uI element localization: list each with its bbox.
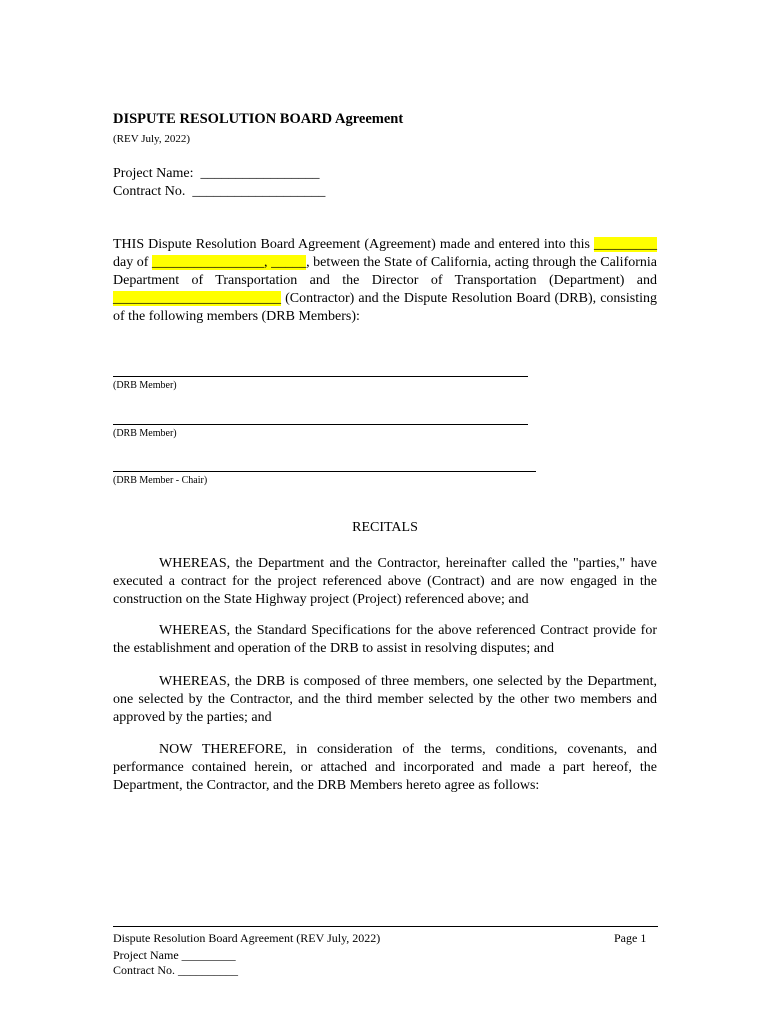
footer-divider — [113, 926, 658, 927]
intro-text-2: day of — [113, 255, 153, 270]
drb-chair-signature-line[interactable] — [113, 471, 536, 472]
document-title: DISPUTE RESOLUTION BOARD Agreement — [113, 111, 404, 127]
intro-text-4: (Contractor) and the Dispute Resolution Board (DRB), consisting of the following members (DRB Members): — [113, 291, 657, 324]
day-field[interactable]: _________ — [594, 237, 658, 252]
date-field[interactable]: ________________, _____ — [152, 255, 307, 270]
footer-project-name: Project Name _________ — [113, 948, 236, 962]
project-name-field[interactable]: _________________ — [200, 166, 320, 181]
recital-paragraph-4 — [113, 741, 657, 795]
intro-text-1: THIS Dispute Resolution Board Agreement (Agreement) made and entered into this — [113, 237, 590, 252]
intro-text-3: , between the State of California, acting through the California Department of Transportation and the Director of Transportation (Department) and — [113, 255, 657, 288]
footer-page-number: Page 1 — [614, 931, 647, 945]
recital-text-2: WHEREAS, the Standard Specifications for the above referenced Contract provide for the establishment and operation of the DRB to assist in resolving disputes; and — [113, 623, 657, 656]
project-name-label: Project Name: — [113, 166, 194, 181]
recital-text-1: WHEREAS, the Department and the Contractor, hereinafter called the "parties," have executed a contract for the project referenced above (Contract) and are now engaged in the construction on the State Highway project (Project) referenced above; and — [113, 556, 657, 607]
recital-paragraph-1 — [113, 555, 657, 609]
recital-text-3: WHEREAS, the DRB is composed of three members, one selected by the Department, one selected by the Contractor, and the third member selected by the other two members and approved by the parties; and — [113, 674, 657, 725]
drb-chair-label: (DRB Member - Chair) — [113, 475, 208, 486]
drb-member-1-label: (DRB Member) — [113, 380, 177, 391]
recital-text-4: NOW THEREFORE, in consideration of the terms, conditions, covenants, and performance contained herein, or attached and incorporated and made a part hereof, the Department, the Contractor, and the DRB Members hereto agree as follows: — [113, 742, 657, 793]
recitals-heading: RECITALS — [352, 520, 418, 535]
recital-paragraph-2 — [113, 622, 657, 658]
contract-number-line — [113, 184, 325, 200]
drb-member-2-label: (DRB Member) — [113, 428, 177, 439]
drb-member-1-signature-line[interactable] — [113, 376, 528, 377]
footer-document-title: Dispute Resolution Board Agreement (REV July, 2022) — [113, 931, 381, 945]
document-revision: (REV July, 2022) — [113, 133, 190, 145]
contractor-name-field[interactable]: ________________________ — [113, 291, 281, 306]
agreement-intro-paragraph — [113, 236, 657, 326]
contract-number-label: Contract No. — [113, 184, 186, 199]
project-name-line — [113, 166, 319, 182]
drb-member-2-signature-line[interactable] — [113, 424, 528, 425]
contract-number-field[interactable]: ___________________ — [192, 184, 326, 199]
recital-paragraph-3 — [113, 673, 657, 727]
footer-contract-number: Contract No. __________ — [113, 963, 238, 977]
